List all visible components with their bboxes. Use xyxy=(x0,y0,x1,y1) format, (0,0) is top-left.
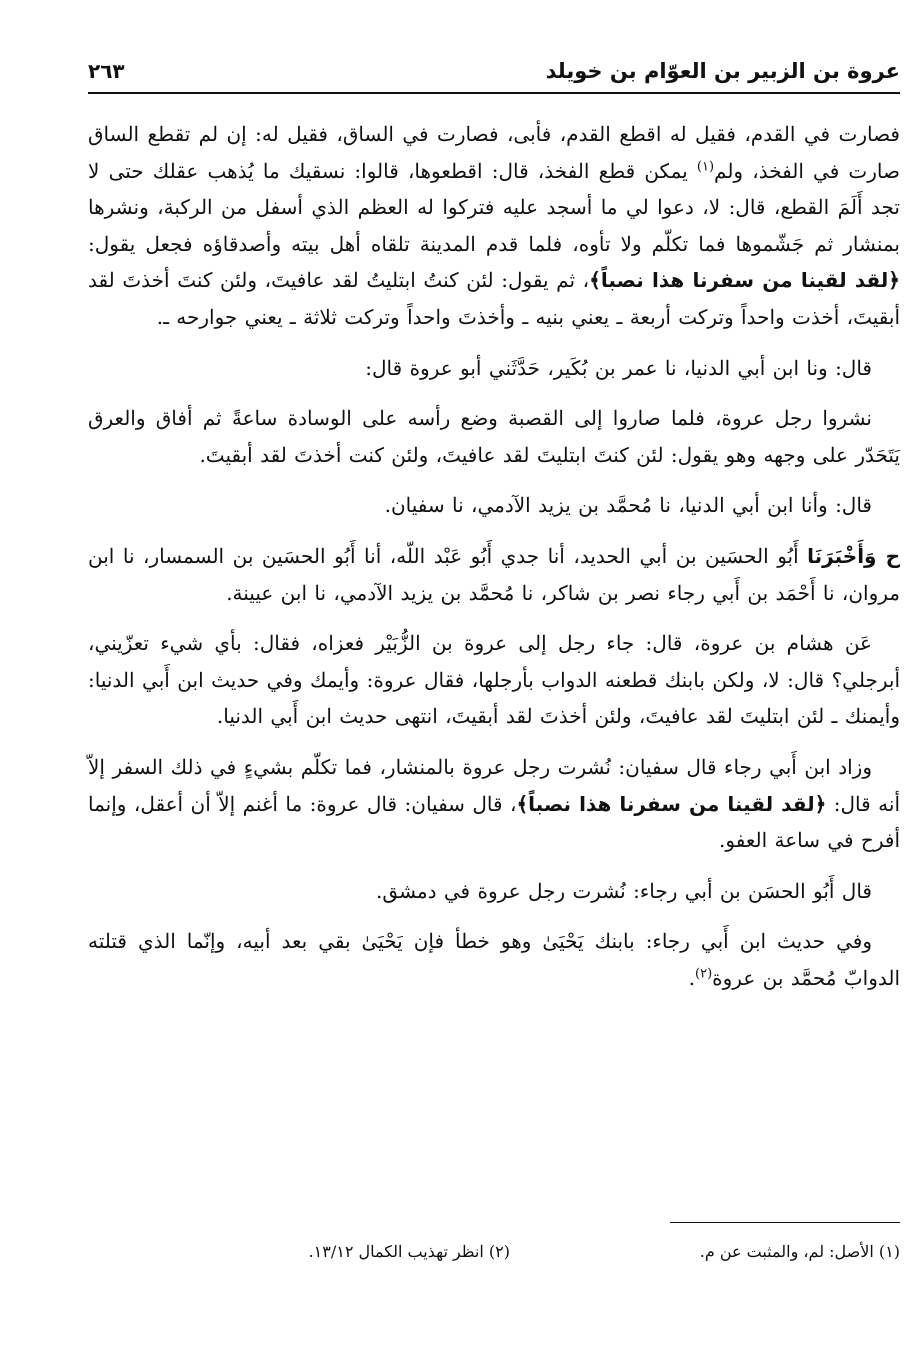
paragraph xyxy=(88,350,900,387)
text-run: ، قال سفيان: قال عروة: ما أغنم إلاّ أن أعقل، وإنما أفرح في ساعة العفو. xyxy=(88,791,900,853)
text-run: . xyxy=(688,965,696,990)
page-header xyxy=(88,56,900,90)
text-run: وزاد ابن أَبي رجاء قال سفيان: نُشرت رجل عروة بالمنشار، فما تكلّم بشيءٍ في ذلك السفر إلاّ أنه قال: xyxy=(88,754,900,816)
page-number: ٢٦٣ xyxy=(88,59,125,83)
paragraph xyxy=(88,487,900,524)
paragraph xyxy=(88,116,900,336)
paragraph xyxy=(88,400,900,473)
paragraph xyxy=(88,538,900,611)
text-run: قال: ونا ابن أبي الدنيا، نا عمر بن بُكَير، حَدَّثَني أبو عروة قال: xyxy=(365,355,872,380)
text-run: يمكن قطع الفخذ، قال: اقطعوها، قالوا: نسقيك ما يُذهب عقلك حتى لا تجد أَلَمَ القطع، قال: لا، دعوا لي ما أسجد عليه فتركوا له العظم الذي أسفل من الركبة، ونشرها بمنشار ثم جَشّموها فما تكلّم ولا تأوه، فلما قدم المدينة تلقاه أهل بيته وأصدقاؤه فجعل يقول: xyxy=(88,158,900,256)
text-run: قال: وأنا ابن أبي الدنيا، نا مُحمَّد بن يزيد الآدمي، نا سفيان. xyxy=(384,493,872,518)
paragraph xyxy=(88,923,900,996)
text-run: نشروا رجل عروة، فلما صاروا إلى القصبة وضع رأسه على الوسادة ساعةً ثم أفاق والعرق يَتَحَدّر على وجهه وهو يقول: لئن كنتَ ابتليتَ لقد عافيتَ، ولئن كنت أخذتَ لقد أبقيتَ. xyxy=(88,406,900,467)
footnote-marker: (١) xyxy=(696,158,715,174)
paragraph xyxy=(88,749,900,859)
text-run: عَن هشام بن عروة، قال: جاء رجل إلى عروة بن الزُّبَيْر فعزاه، فقال: بأي شيء تعزّيني، أبرجلي؟ قال: لا، ولكن بابنك قطعنه الدواب بأرجلها، فقال عروة: وأيمك وفي حديث ابن أَبي الدنيا: وأيمنك ـ لئن ابتليتَ لقد عافيتَ، ولئن أخذتَ لقد أبقيتَ، انتهى حديث ابن أَبي الدنيا. xyxy=(88,631,900,729)
text-run: ، ثم يقول: لئن كنتُ ابتليتُ لقد عافيتَ، ولئن كنتَ أخذتَ لقد أبقيتَ، أخذت واحداً وتركت أربعة ـ يعني بنيه ـ وأخذتَ واحداً وتركت ثلاثة ـ يعني جوارحه ـ. xyxy=(88,268,900,329)
text-run: وفي حديث ابن أَبي رجاء: بابنك يَحْيَىٰ وهو خطأ فإن يَحْيَىٰ بقي بعد أبيه، وإنّما الذي قتلته الدوابّ مُحمَّد بن عروة xyxy=(88,929,900,990)
running-title: عروة بن الزبير بن العوّام بن خويلد xyxy=(545,59,900,83)
quoted-text: ح وَأَخْبَرَنَا xyxy=(807,543,901,568)
paragraph xyxy=(88,873,900,910)
text-run: فصارت في القدم، فقيل له اقطع القدم، فأبى، فصارت في الساق، فقيل له: إن لم تقطع الساق صارت في الفخذ، ولم xyxy=(88,122,900,183)
footnote-2: (٢) انظر تهذيب الكمال ١٣/١٢. xyxy=(308,1242,510,1261)
body-text xyxy=(88,116,900,1010)
footnote-marker: (٢) xyxy=(695,966,713,982)
quoted-text: ﴿لقد لقينا من سفرنا هذا نصباً﴾ xyxy=(516,791,827,816)
text-run: أَبُو الحسَين بن أبي الحديد، أنا جدي أَبُو عَبْد اللّه، أنا أَبُو الحسَين بن السمسار، نا ابن مروان، نا أَحْمَد بن أَبي رجاء نصر بن شاكر، نا مُحمَّد بن يزيد الآدمي، نا ابن عيينة. xyxy=(88,543,900,605)
footnotes xyxy=(88,1240,900,1270)
quoted-text: ﴿لقد لقينا من سفرنا هذا نصباً﴾ xyxy=(589,268,900,293)
header-rule xyxy=(88,92,900,94)
footnote-1: (١) الأصل: لم، والمثبت عن م. xyxy=(699,1242,900,1261)
paragraph xyxy=(88,625,900,735)
text-run: قال أَبُو الحسَن بن أبي رجاء: نُشرت رجل عروة في دمشق. xyxy=(376,878,872,903)
footnote-separator xyxy=(670,1222,900,1223)
